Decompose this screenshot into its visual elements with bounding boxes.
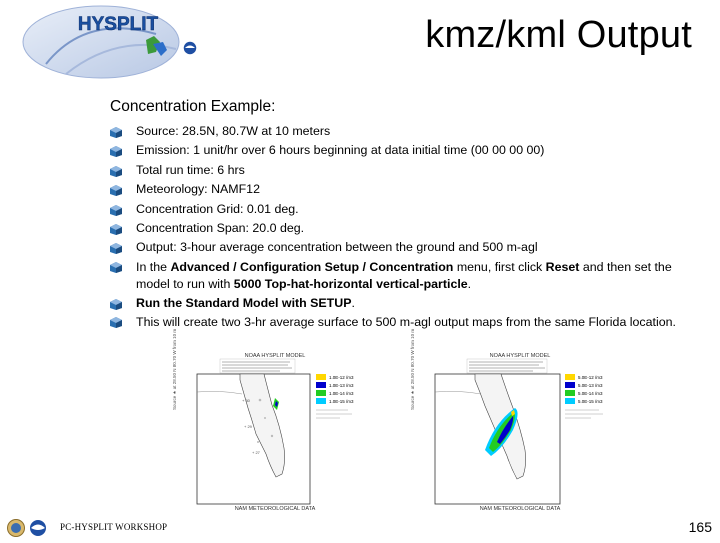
legend-label: 1.0E-14 /m3 — [329, 391, 354, 396]
bullet-cube-icon — [110, 261, 122, 273]
bullet-cube-icon — [110, 242, 122, 254]
bullet-cube-icon — [110, 204, 122, 216]
page-number: 165 — [688, 519, 712, 535]
legend-label: 1.0E-15 /m3 — [329, 399, 354, 404]
legend-label: 1.0E-13 /m3 — [329, 383, 354, 388]
bullet-text: Source: 28.5N, 80.7W at 10 meters — [136, 124, 331, 138]
map-footer: NAM METEOROLOGICAL DATA — [234, 506, 316, 512]
bullet-text: Concentration Span: 20.0 deg. — [136, 221, 305, 236]
slide-title: kmz/kml Output — [425, 14, 692, 56]
bullet-cube-icon — [110, 298, 122, 310]
hysplit-logo — [6, 4, 206, 88]
logo-text: HYSPLIT — [77, 14, 159, 35]
bullet-item — [110, 313, 702, 332]
bullet-text: Concentration Grid: 0.01 deg. — [136, 201, 299, 216]
svg-text:+ 30: + 30 — [242, 398, 250, 403]
legend-label: 5.0E-13 /m3 — [578, 383, 603, 388]
bullet-item — [110, 219, 702, 238]
section-heading: Concentration Example: — [110, 98, 276, 115]
bullet-text: This will create two 3-hr average surface to 500 m-agl output maps from the same Florida location. — [136, 315, 676, 330]
bullet-cube-icon — [110, 145, 122, 157]
svg-text:Source ★ at 28.50 N 80.70 W fr: Source ★ at 28.50 N 80.70 W from 10 m — [410, 328, 415, 410]
footer-logos — [6, 518, 50, 538]
bullet-bold-menu-path: Advanced / Configuration Setup / Concentration — [170, 259, 454, 274]
bullet-text: Meteorology: NAMF12 — [136, 182, 260, 197]
legend-label: 5.0E-15 /m3 — [578, 399, 603, 404]
bullet-list — [110, 122, 702, 332]
bullet-text-part: and then set the model to run with — [136, 259, 672, 291]
svg-text:+ 27: + 27 — [252, 450, 260, 455]
bullet-text: Emission: 1 unit/hr over 6 hours beginning at data initial time (00 00 00 00) — [136, 143, 545, 158]
bullet-item — [110, 238, 702, 257]
bullet-cube-icon — [110, 223, 122, 235]
legend-label: 1.0E-12 /m3 — [329, 375, 354, 380]
bullet-cube-icon — [110, 184, 122, 196]
map-header: NOAA HYSPLIT MODEL — [489, 353, 551, 359]
bullet-bold-reset: Reset — [545, 259, 580, 274]
bullet-cube-icon — [110, 316, 122, 328]
map-header: NOAA HYSPLIT MODEL — [244, 353, 306, 359]
map-legend — [316, 374, 354, 418]
footer-workshop-text: PC-HYSPLIT WORKSHOP — [60, 522, 168, 532]
bullet-text-part: . — [351, 295, 355, 310]
map-legend — [565, 374, 603, 418]
bullet-item — [110, 294, 702, 313]
bullet-text: Output: 3-hour average concentration between the ground and 500 m-agl — [136, 240, 538, 255]
concentration-map-2 — [410, 328, 640, 512]
bullet-item — [110, 200, 702, 219]
bullet-bold-particle-setting: 5000 Top-hat-horizontal vertical-particle — [233, 276, 468, 291]
bullet-text-part: menu, first click — [453, 259, 546, 274]
bullet-item — [110, 180, 702, 199]
concentration-map-1 — [172, 328, 390, 512]
legend-label: 5.0E-12 /m3 — [578, 375, 603, 380]
bullet-text: Total run time: 6 hrs — [136, 162, 245, 177]
legend-label: 5.0E-14 /m3 — [578, 391, 603, 396]
bullet-item — [110, 122, 702, 141]
bullet-text-part: . — [467, 276, 472, 291]
bullet-item — [110, 258, 702, 294]
bullet-item — [110, 161, 702, 180]
bullet-item — [110, 141, 702, 160]
svg-text:+ 29: + 29 — [244, 424, 252, 429]
map-footer: NAM METEOROLOGICAL DATA — [479, 506, 561, 512]
bullet-text-part: In the — [136, 259, 171, 274]
bullet-cube-icon — [110, 126, 122, 138]
bullet-cube-icon — [110, 165, 122, 177]
svg-text:Source ★ at 28.50 N 80.70 W fr: Source ★ at 28.50 N 80.70 W from 10 m — [172, 328, 177, 410]
bullet-bold-run: Run the Standard Model with SETUP — [136, 295, 352, 310]
